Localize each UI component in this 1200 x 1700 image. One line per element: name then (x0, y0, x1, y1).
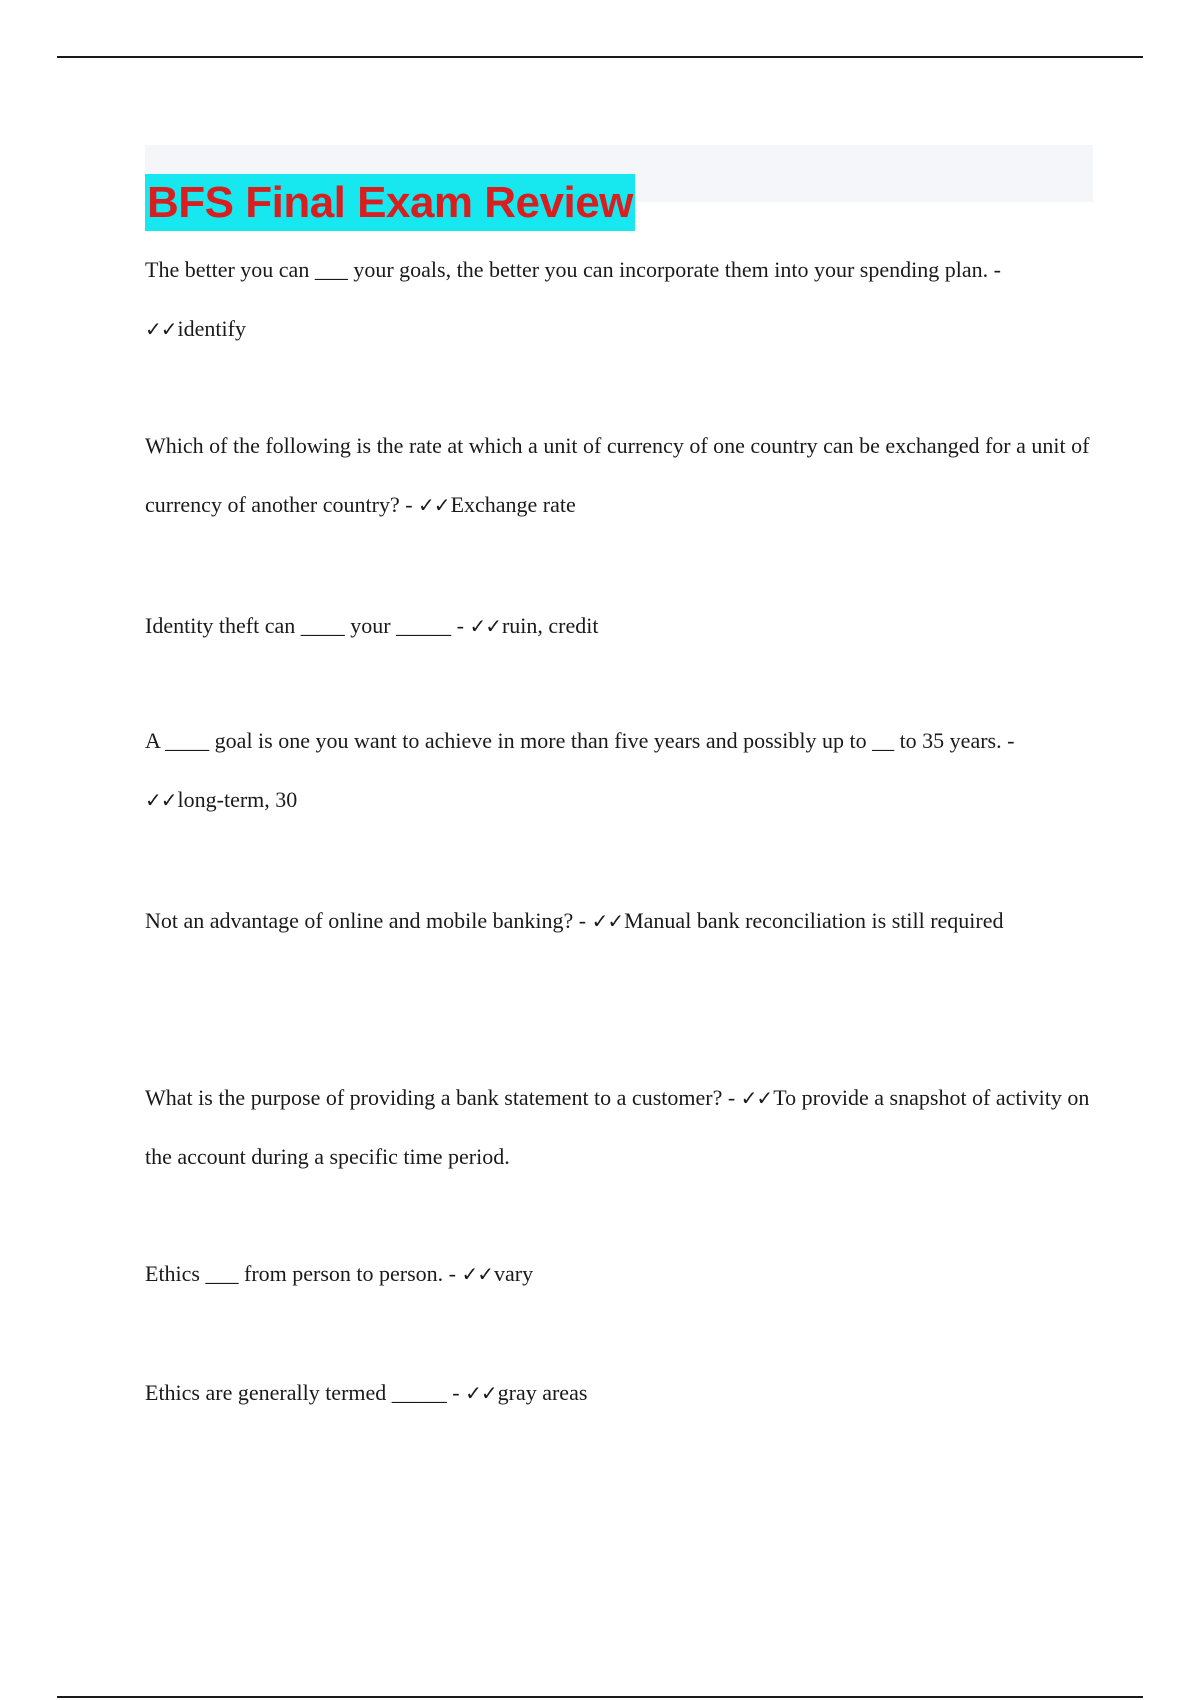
qa-item-4 (145, 712, 1095, 829)
question-text: Identity theft can ____ your _____ - (145, 613, 464, 638)
qa-item-8 (145, 1364, 1095, 1423)
qa-item-2 (145, 417, 1095, 534)
page-title: BFS Final Exam Review (145, 174, 635, 231)
qa-item-1 (145, 241, 1095, 358)
answer-text: long-term, 30 (177, 786, 298, 812)
question-text: A ____ goal is one you want to achieve in more than five years and possibly up to __ to 35 years. - (145, 728, 1015, 753)
answer-text: Manual bank reconciliation is still required (624, 908, 1004, 933)
qa-item-3 (145, 597, 1095, 656)
question-text: Ethics ___ from person to person. - (145, 1261, 456, 1286)
question-text: Which of the following is the rate at which a unit of currency of one country can be exchanged for a unit of currency of another country? - (145, 433, 1090, 517)
answer-text: vary (494, 1261, 534, 1286)
answer-text: Exchange rate (450, 491, 576, 517)
question-text: Ethics are generally termed _____ - (145, 1380, 460, 1405)
double-check-icon: ✓✓ (591, 909, 624, 933)
double-check-icon: ✓✓ (461, 1262, 494, 1286)
answer-text: identify (177, 315, 246, 341)
qa-item-7 (145, 1245, 1095, 1304)
qa-item-6 (145, 1069, 1095, 1186)
double-check-icon: ✓✓ (418, 492, 450, 517)
qa-item-5 (145, 892, 1095, 951)
double-check-icon: ✓✓ (145, 787, 177, 812)
question-text: The better you can ___ your goals, the better you can incorporate them into your spending plan. - (145, 257, 1001, 282)
double-check-icon: ✓✓ (740, 1086, 773, 1110)
answer-text: ruin, credit (501, 613, 599, 638)
double-check-icon: ✓✓ (465, 1381, 497, 1405)
question-text: Not an advantage of online and mobile banking? - (145, 908, 587, 933)
answer-text: To provide a snapshot of activity on the account during a specific time period. (145, 1085, 1090, 1169)
question-text: What is the purpose of providing a bank statement to a customer? - (145, 1085, 736, 1110)
double-check-icon: ✓✓ (145, 316, 177, 341)
page-top-rule (57, 56, 1143, 58)
page-bottom-rule (57, 1696, 1143, 1698)
double-check-icon: ✓✓ (469, 614, 501, 638)
answer-text: gray areas (497, 1380, 588, 1405)
